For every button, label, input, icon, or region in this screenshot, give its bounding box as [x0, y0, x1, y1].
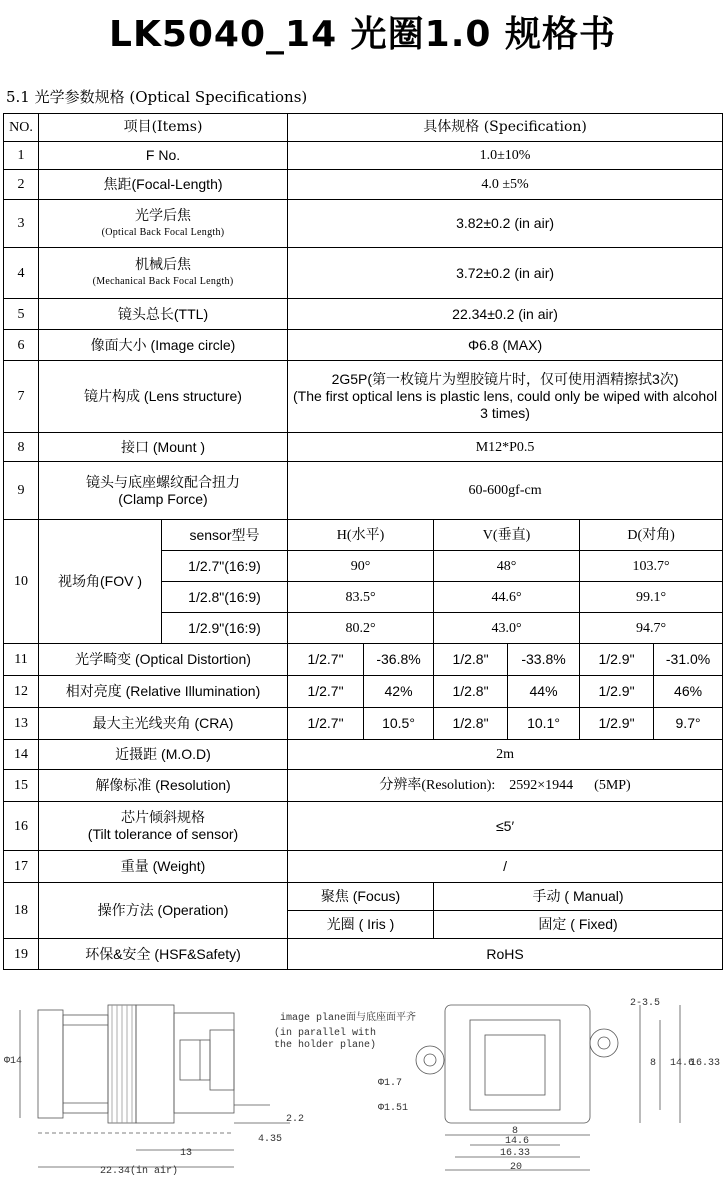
fov-d: 103.7° — [580, 551, 723, 582]
header-spec: 具体规格 (Specification) — [288, 114, 723, 142]
optical-spec-table — [3, 113, 723, 970]
row-item: 视场角(FOV ) — [39, 520, 162, 644]
table-row — [4, 770, 723, 802]
table-row — [4, 676, 723, 708]
dim-phi14: Φ14 — [4, 1056, 23, 1067]
table-row — [4, 802, 723, 851]
fov-h-header: H(水平) — [288, 520, 434, 551]
op-value: 手动 ( Manual) — [434, 883, 723, 911]
fov-header-row — [4, 520, 723, 551]
pair-value: 44% — [508, 676, 580, 708]
row-value-note: (The first optical lens is plastic lens, could only be wiped with alcohol 3 times) — [293, 388, 718, 421]
pair-value: 9.7° — [654, 708, 723, 740]
fov-sensor-header: sensor型号 — [162, 520, 288, 551]
pair-value: 10.5° — [364, 708, 434, 740]
table-row — [4, 939, 723, 970]
row-value: 2m — [288, 740, 723, 770]
dim-16-33-vertical: 16.33 — [690, 1058, 721, 1069]
dim-2-2: 2.2 — [286, 1114, 305, 1125]
row-item-cell — [39, 248, 288, 299]
pair-sensor: 1/2.8" — [434, 708, 508, 740]
row-item: 环保&安全 (HSF&Safety) — [39, 939, 288, 970]
row-item: 镜头与底座螺纹配合扭力 — [86, 473, 240, 490]
row-item: 镜片构成 (Lens structure) — [39, 361, 288, 433]
fov-v: 48° — [434, 551, 580, 582]
dim-13: 13 — [180, 1148, 193, 1159]
table-row — [4, 883, 723, 911]
row-no: 17 — [4, 851, 39, 883]
drawing-note-1: image plane面与底座面平齐 — [280, 1013, 417, 1024]
row-no: 13 — [4, 708, 39, 740]
row-value: 22.34±0.2 (in air) — [288, 299, 723, 330]
fov-v: 43.0° — [434, 613, 580, 644]
row-item-sub: (Mechanical Back Focal Length) — [92, 276, 234, 287]
fov-h: 90° — [288, 551, 434, 582]
pair-sensor: 1/2.7" — [288, 708, 364, 740]
dim-8-horizontal: 8 — [512, 1126, 519, 1137]
row-value-cell — [288, 361, 723, 433]
pair-value: 42% — [364, 676, 434, 708]
dim-20: 20 — [510, 1162, 523, 1173]
row-value: 4.0 ±5% — [288, 170, 723, 200]
pair-value: -31.0% — [654, 644, 723, 676]
pair-sensor: 1/2.7" — [288, 676, 364, 708]
row-no: 5 — [4, 299, 39, 330]
pair-sensor: 1/2.7" — [288, 644, 364, 676]
row-no: 8 — [4, 433, 39, 462]
row-no: 7 — [4, 361, 39, 433]
row-item: 解像标准 (Resolution) — [39, 770, 288, 802]
row-item: 光学后焦 — [135, 206, 191, 223]
row-no: 15 — [4, 770, 39, 802]
row-no: 12 — [4, 676, 39, 708]
fov-sensor: 1/2.8"(16:9) — [162, 582, 288, 613]
pair-sensor: 1/2.8" — [434, 676, 508, 708]
row-item: 重量 (Weight) — [39, 851, 288, 883]
row-item: 相对亮度 (Relative Illumination) — [39, 676, 288, 708]
fov-h: 83.5° — [288, 582, 434, 613]
row-item-cell — [39, 200, 288, 248]
holder-top-view — [416, 1005, 680, 1170]
table-row — [4, 142, 723, 170]
drawing-note-2: (in parallel with — [274, 1028, 377, 1039]
row-no: 3 — [4, 200, 39, 248]
table-row — [4, 433, 723, 462]
row-value: 3.72±0.2 (in air) — [288, 248, 723, 299]
table-row — [4, 299, 723, 330]
row-item-sub: (Tilt tolerance of sensor) — [87, 826, 239, 842]
row-value: 3.82±0.2 (in air) — [288, 200, 723, 248]
row-value: Φ6.8 (MAX) — [288, 330, 723, 361]
dim-14-6-vertical: 14.6 — [670, 1058, 695, 1069]
dim-16-33-horizontal: 16.33 — [500, 1148, 531, 1159]
row-value: 60-600gf-cm — [288, 462, 723, 520]
op-label: 聚焦 (Focus) — [288, 883, 434, 911]
row-no: 16 — [4, 802, 39, 851]
row-value: 分辨率(Resolution): 2592×1944 (5MP) — [288, 770, 723, 802]
fov-d: 94.7° — [580, 613, 723, 644]
pair-value: -33.8% — [508, 644, 580, 676]
pair-value: -36.8% — [364, 644, 434, 676]
pair-value: 10.1° — [508, 708, 580, 740]
row-no: 11 — [4, 644, 39, 676]
row-no: 14 — [4, 740, 39, 770]
row-item: 像面大小 (Image circle) — [39, 330, 288, 361]
op-value: 固定 ( Fixed) — [434, 911, 723, 939]
pair-sensor: 1/2.9" — [580, 676, 654, 708]
row-item: 镜头总长(TTL) — [39, 299, 288, 330]
fov-h: 80.2° — [288, 613, 434, 644]
row-no: 1 — [4, 142, 39, 170]
pair-sensor: 1/2.9" — [580, 644, 654, 676]
fov-sensor: 1/2.9"(16:9) — [162, 613, 288, 644]
row-no: 18 — [4, 883, 39, 939]
lens-side-view — [20, 1005, 290, 1167]
header-no: NO. — [4, 114, 39, 142]
row-item: 近摄距 (M.O.D) — [39, 740, 288, 770]
fov-v: 44.6° — [434, 582, 580, 613]
table-row — [4, 851, 723, 883]
dim-phi1-51: Φ1.51 — [378, 1103, 409, 1114]
fov-sensor: 1/2.7"(16:9) — [162, 551, 288, 582]
row-item: 焦距(Focal-Length) — [39, 170, 288, 200]
row-item: 最大主光线夹角 (CRA) — [39, 708, 288, 740]
row-no: 4 — [4, 248, 39, 299]
table-row — [4, 740, 723, 770]
pair-value: 46% — [654, 676, 723, 708]
row-no: 19 — [4, 939, 39, 970]
table-row — [4, 708, 723, 740]
pair-sensor: 1/2.9" — [580, 708, 654, 740]
dim-14-6-horizontal: 14.6 — [505, 1136, 530, 1147]
table-row — [4, 462, 723, 520]
row-item: 操作方法 (Operation) — [39, 883, 288, 939]
page-title: LK5040_14 光圈1.0 规格书 — [109, 14, 616, 55]
drawing-note-3: the holder plane) — [274, 1040, 377, 1051]
row-item: 机械后焦 — [135, 256, 191, 272]
table-row — [4, 644, 723, 676]
fov-d: 99.1° — [580, 582, 723, 613]
row-value: RoHS — [288, 939, 723, 970]
row-value: ≤5′ — [288, 802, 723, 851]
op-label: 光圈 ( Iris ) — [288, 911, 434, 939]
row-value: 1.0±10% — [288, 142, 723, 170]
row-value: 2G5P(第一枚镜片为塑胶镜片时，仅可使用酒精擦拭3次) — [331, 371, 679, 387]
row-item: 接口 (Mount ) — [39, 433, 288, 462]
dim-8-vertical: 8 — [650, 1058, 657, 1069]
row-item: F No. — [39, 142, 288, 170]
fov-d-header: D(对角) — [580, 520, 723, 551]
row-item-cell — [39, 802, 288, 851]
table-header-row — [4, 114, 723, 142]
mechanical-drawing — [0, 985, 725, 1200]
table-row — [4, 170, 723, 200]
dim-4-35: 4.35 — [258, 1134, 283, 1145]
row-value: / — [288, 851, 723, 883]
table-row — [4, 330, 723, 361]
dim-ttl: 22.34(in air) — [100, 1166, 179, 1177]
row-item-sub: (Optical Back Focal Length) — [101, 226, 225, 238]
table-row — [4, 200, 723, 248]
table-row — [4, 361, 723, 433]
fov-v-header: V(垂直) — [434, 520, 580, 551]
header-items: 项目(Items) — [39, 114, 288, 142]
table-row — [4, 248, 723, 299]
row-no: 2 — [4, 170, 39, 200]
row-item-cell — [39, 462, 288, 520]
row-no: 6 — [4, 330, 39, 361]
row-item: 光学畸变 (Optical Distortion) — [39, 644, 288, 676]
dim-2-3-5: 2-3.5 — [630, 998, 661, 1009]
pair-sensor: 1/2.8" — [434, 644, 508, 676]
row-value: M12*P0.5 — [288, 433, 723, 462]
row-no: 9 — [4, 462, 39, 520]
row-no: 10 — [4, 520, 39, 644]
dim-phi1-7: Φ1.7 — [378, 1078, 403, 1089]
section-title: 5.1 光学参数规格 (Optical Specifications) — [6, 88, 308, 106]
row-item: 芯片倾斜规格 — [121, 809, 205, 825]
row-item-sub: (Clamp Force) — [118, 490, 208, 507]
